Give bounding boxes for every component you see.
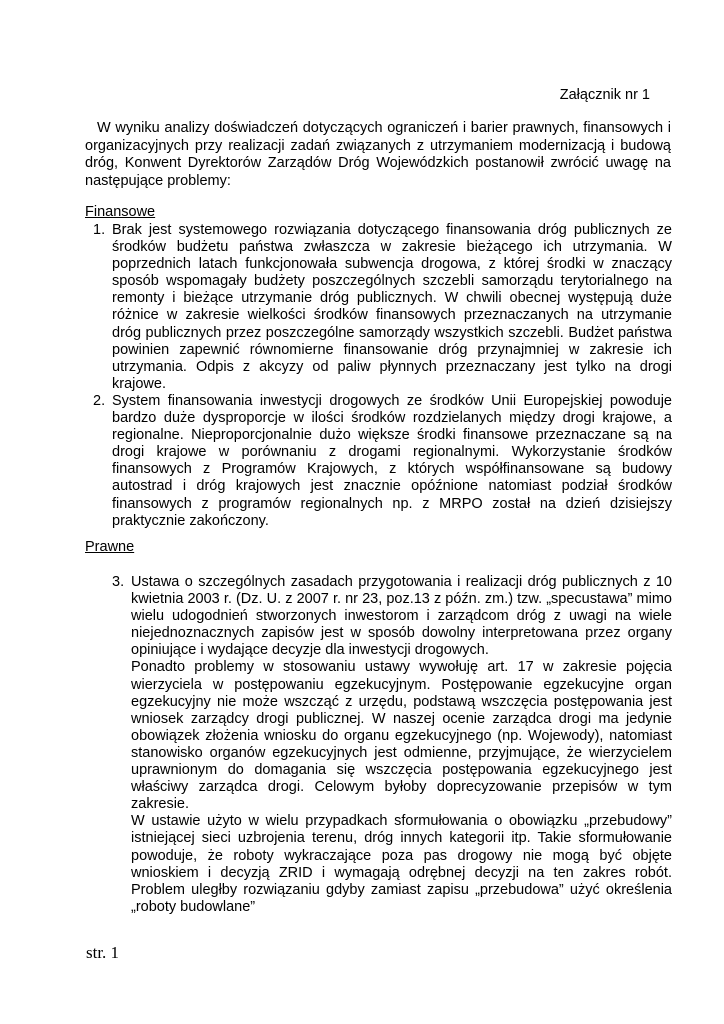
list-number: 3. (112, 574, 125, 590)
list-number: 1. (93, 222, 106, 238)
legal-paragraph: W ustawie użyto w wielu przypadkach sformułowania o obowiązku „przebudowy” istniejącej sieci uzbrojenia terenu, dróg innych kategorii itp. Takie sformułowanie powoduje, że roboty wykraczające poza pas drogowy nie mogą być objęte wnioskiem i decyzją ZRID i wymagają odrębnej decyzji na ten zakres robót. Problem uległby rozwiązaniu gdyby zamiast zapisu „przebudowa” użyć określenia „roboty budowlane” (131, 813, 672, 915)
list-item-text: System finansowania inwestycji drogowych ze środków Unii Europejskiej powoduje bardzo duże dysproporcje w ilości środków rozdzielanych między drogi krajowe, a regionalne. Nieproporcjonalnie dużo większe środki finansowe przeznaczane są na drogi krajowe w porównaniu z drogami regionalnymi. Wykorzystanie środków finansowych z Programów Krajowych, z których współfinansowane są budowy autostrad i dróg krajowych jest znacznie opóźnione natomiast podział środków finansowych z programów regionalnych np. z MRPO został na dzień dzisiejszy praktycznie zakończony. (112, 392, 672, 529)
section-heading-finansowe: Finansowe (85, 204, 156, 220)
legal-paragraph: Ponadto problemy w stosowaniu ustawy wywołuję art. 17 w zakresie pojęcia wierzyciela w postępowaniu egzekucyjnym. Postępowanie egzekucyjne organ egzekucyjny nie może wszcząć z urzędu, podstawą wszczęcia postępowania jest wniosek zarządcy drogi publicznej. W naszej ocenie zarządca drogi ma jedynie obowiązek złożenia wniosku do organu egzekucyjnego (np. Wojewody), natomiast stanowisko organów egzekucyjnych jest odmienne, przyjmujące, że wierzycielem uprawnionym do domagania się wszczęcia postępowania egzekucyjnego jest właściwy zarządca drogi. Celowym byłoby doprecyzowanie przepisów w tym zakresie. (131, 659, 672, 813)
finance-list (93, 222, 672, 530)
list-item (93, 392, 672, 530)
intro-paragraph: W wyniku analizy doświadczeń dotyczących ograniczeń i barier prawnych, finansowych i organizacyjnych przy realizacji zadań związanych z utrzymaniem modernizacją i budową dróg, Konwent Dyrektorów Zarządów Dróg Wojewódzkich postanowił zwrócić uwagę na następujące problemy: (85, 120, 671, 189)
legal-paragraph: Ustawa o szczególnych zasadach przygotowania i realizacji dróg publicznych z 10 kwietnia 2003 r. (Dz. U. z 2007 r. nr 23, poz.13 z późn. zm.) tzw. „specustawa” mimo wielu udogodnień stworzonych inwestorom i zarządcom dróg z uwagi na wiele niejednoznacznych zapisów jest w sposób dowolny interpretowana przez organy opiniujące i wydające decyzje dla inwestycji drogowych. (131, 574, 672, 659)
list-item (93, 222, 672, 393)
list-number: 2. (93, 392, 106, 409)
list-item-text: Brak jest systemowego rozwiązania dotyczącego finansowania dróg publicznych ze środków budżetu państwa zwłaszcza w zakresie bieżącego ich utrzymania. W poprzednich latach funkcjonowała subwencja drogowa, z której środki w znaczący sposób wspomagały budżety poszczególnych szczebli samorządu terytorialnego na remonty i bieżące utrzymanie dróg publicznych. W chwili obecnej występują duże różnice w zakresie wielkości środków finansowych przeznaczanych na utrzymanie dróg publicznych przez poszczególne samorządy wszystkich szczebli. Budżet państwa powinien zapewnić równomierne finansowanie dróg przynajmniej w zakresie ich utrzymania. Odpis z akcyzy od paliw płynnych przeznaczany jest tylko na drogi krajowe. (112, 222, 672, 392)
section-heading-prawne: Prawne (85, 539, 135, 555)
legal-item (112, 574, 672, 916)
annex-label: Załącznik nr 1 (559, 87, 650, 103)
page-number: str. 1 (86, 943, 120, 962)
